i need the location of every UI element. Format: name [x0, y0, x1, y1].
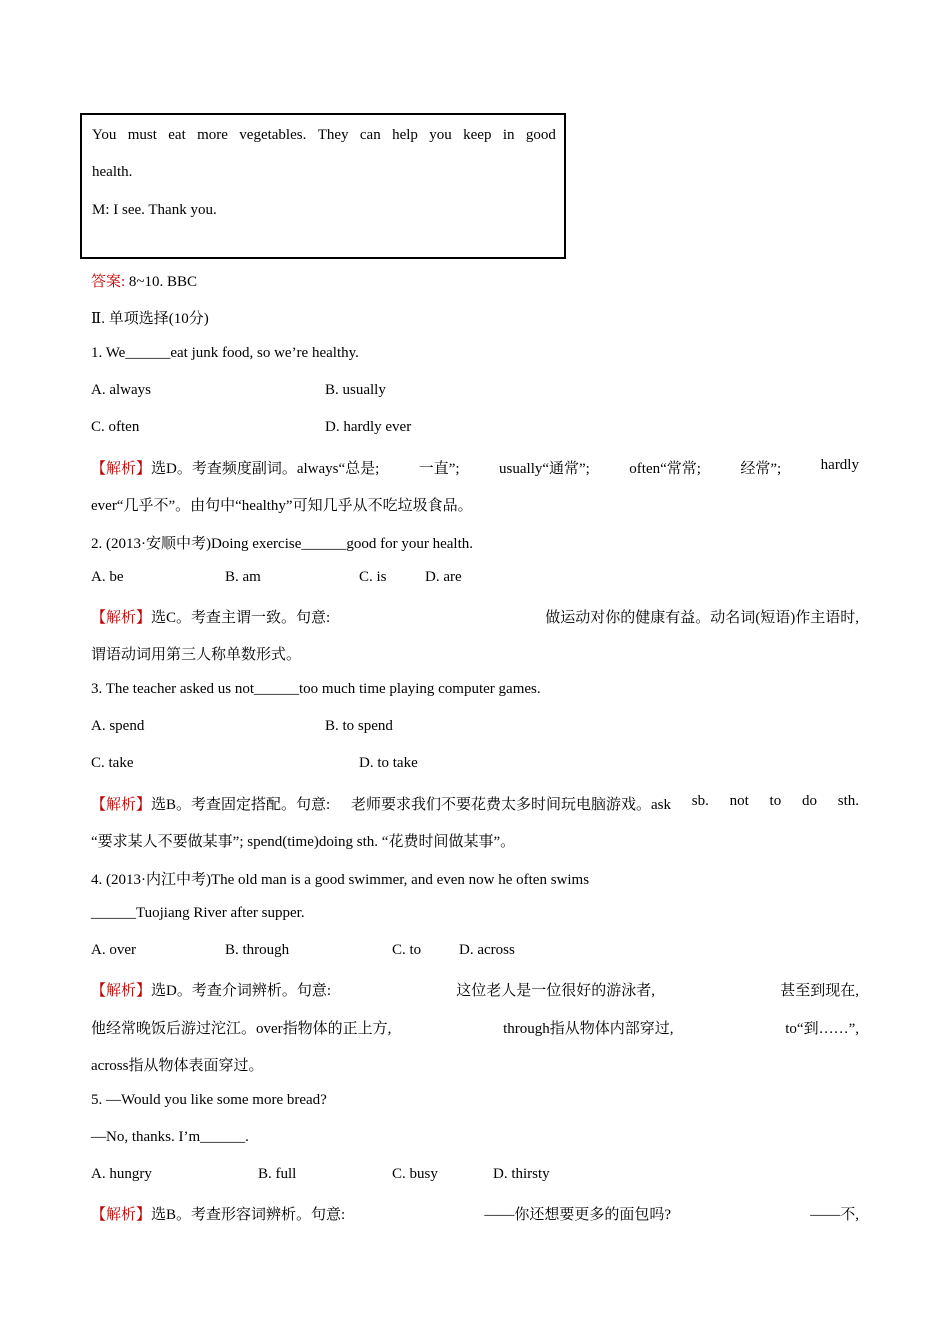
q1-option-a: A. always: [91, 382, 151, 398]
q1-explanation-segment: hardly: [820, 457, 859, 473]
q3-explanation-tag: 【解析】: [91, 797, 152, 813]
q4-explanation-tag: 【解析】: [91, 983, 152, 999]
q1-explanation-tag: 【解析】: [91, 461, 152, 477]
q3-explanation-segment: do: [801, 793, 817, 809]
q4-explanation-segment: to“到……”,: [785, 1021, 859, 1037]
q2-option-d: D. are: [425, 569, 462, 585]
q4-explanation-segment: through指从物体内部穿过,: [503, 1021, 674, 1037]
answer-text: 8~10. BBC: [125, 274, 198, 290]
transcript-line-2: health.: [92, 164, 133, 180]
q1-explanation-segment: usually“通常”;: [499, 461, 590, 477]
q2-option-c: C. is: [359, 569, 387, 585]
q5-explanation-segment: ——不,: [810, 1207, 859, 1223]
q1-stem: 1. We______eat junk food, so we’re healthy.: [91, 345, 359, 361]
q3-option-d: D. to take: [359, 755, 418, 771]
q4-explanation-segment: 甚至到现在,: [780, 983, 859, 999]
q1-explanation-line-2: ever“几乎不”。由句中“healthy”可知几乎从不吃垃圾食品。: [91, 498, 473, 514]
q2-option-a: A. be: [91, 569, 124, 585]
q2-stem: 2. (2013·安顺中考)Doing exercise______good for your health.: [91, 536, 474, 552]
q4-option-d: D. across: [459, 942, 515, 958]
transcript-word: You: [92, 127, 117, 143]
answer-label: 答案:: [91, 274, 126, 290]
transcript-line-1: [92, 127, 556, 144]
q3-explanation-segment: sth.: [837, 793, 859, 809]
q5-explanation-segment: 选B。考查形容词辨析。句意:: [151, 1207, 346, 1223]
q2-explanation-part-1: 选C。考查主谓一致。句意:: [151, 610, 331, 626]
q3-explanation-segment: to: [769, 793, 782, 809]
q5-stem-line-2: —No, thanks. I’m______.: [91, 1129, 249, 1145]
q3-explanation-lead: [91, 793, 330, 814]
q1-option-c: C. often: [91, 419, 140, 435]
q3-explanation-line-2: “要求某人不要做某事”; spend(time)doing sth. “花费时间做某事”。: [91, 834, 516, 850]
answer-line: [91, 270, 197, 291]
q5-option-a: A. hungry: [91, 1166, 152, 1182]
q2-explanation-line-1: [91, 606, 859, 627]
q1-explanation-segment: 经常”;: [740, 461, 782, 477]
q3-option-c: C. take: [91, 755, 134, 771]
q3-explanation-segment: not: [729, 793, 749, 809]
q4-stem-line-2: ______Tuojiang River after supper.: [91, 905, 305, 921]
q4-explanation-segment: 他经常晚饭后游过沱江。over指物体的正上方,: [91, 1021, 392, 1037]
q4-explanation-segment: 这位老人是一位很好的游泳者,: [456, 983, 656, 999]
q3-explanation-line-1: [91, 793, 859, 814]
q5-option-d: D. thirsty: [493, 1166, 550, 1182]
q4-explanation-line-2: [91, 1017, 859, 1038]
transcript-line-3: M: I see. Thank you.: [92, 202, 217, 218]
transcript-word: you: [429, 127, 452, 143]
q2-explanation-tag: 【解析】: [91, 610, 152, 626]
q4-option-a: A. over: [91, 942, 136, 958]
transcript-word: must: [127, 127, 157, 143]
transcript-word: They: [317, 127, 349, 143]
q5-explanation-tag: 【解析】: [91, 1207, 152, 1223]
q1-option-b: B. usually: [325, 382, 386, 398]
q2-explanation-part-2: 做运动对你的健康有益。动名词(短语)作主语时,: [545, 610, 859, 626]
q5-option-b: B. full: [258, 1166, 297, 1182]
q4-stem-line-1: 4. (2013·内江中考)The old man is a good swimmer, and even now he often swims: [91, 872, 590, 888]
q1-explanation-segment: 选D。考查频度副词。always“总是;: [151, 461, 380, 477]
transcript-word: in: [502, 127, 515, 143]
q5-option-c: C. busy: [392, 1166, 438, 1182]
q3-stem: 3. The teacher asked us not______too much time playing computer games.: [91, 681, 541, 697]
listening-transcript-box: [80, 113, 566, 259]
q2-option-b: B. am: [225, 569, 261, 585]
transcript-word: keep: [463, 127, 492, 143]
q5-explanation-line-1: [91, 1203, 859, 1224]
q3-explanation-segment: 老师要求我们不要花费太多时间玩电脑游戏。ask: [350, 797, 671, 813]
q1-explanation-lead: [91, 457, 379, 478]
q3-option-b: B. to spend: [325, 718, 393, 734]
transcript-word: can: [359, 127, 381, 143]
q4-explanation-line-1: [91, 979, 859, 1000]
q1-explanation-line-1: [91, 457, 859, 478]
q5-stem-line-1: 5. —Would you like some more bread?: [91, 1092, 327, 1108]
q4-explanation-segment: 选D。考查介词辨析。句意:: [151, 983, 332, 999]
q4-explanation-lead: [91, 979, 331, 1000]
q3-option-a: A. spend: [91, 718, 145, 734]
transcript-word: vegetables.: [239, 127, 307, 143]
q5-explanation-segment: ——你还想要更多的面包吗?: [484, 1207, 672, 1223]
q4-option-c: C. to: [392, 942, 422, 958]
transcript-word: good: [525, 127, 556, 143]
section-title: Ⅱ. 单项选择(10分): [91, 311, 209, 327]
q4-explanation-line-3: across指从物体表面穿过。: [91, 1058, 264, 1074]
transcript-word: eat: [168, 127, 186, 143]
transcript-word: help: [392, 127, 418, 143]
transcript-word: more: [197, 127, 228, 143]
q5-explanation-lead: [91, 1203, 345, 1224]
q1-option-d: D. hardly ever: [325, 419, 412, 435]
q1-explanation-segment: 一直”;: [418, 461, 460, 477]
q1-explanation-segment: often“常常;: [629, 461, 701, 477]
q4-option-b: B. through: [225, 942, 290, 958]
q2-explanation-line-2: 谓语动词用第三人称单数形式。: [91, 647, 302, 663]
q3-explanation-segment: sb.: [691, 793, 709, 809]
q3-explanation-segment: 选B。考查固定搭配。句意:: [151, 797, 331, 813]
